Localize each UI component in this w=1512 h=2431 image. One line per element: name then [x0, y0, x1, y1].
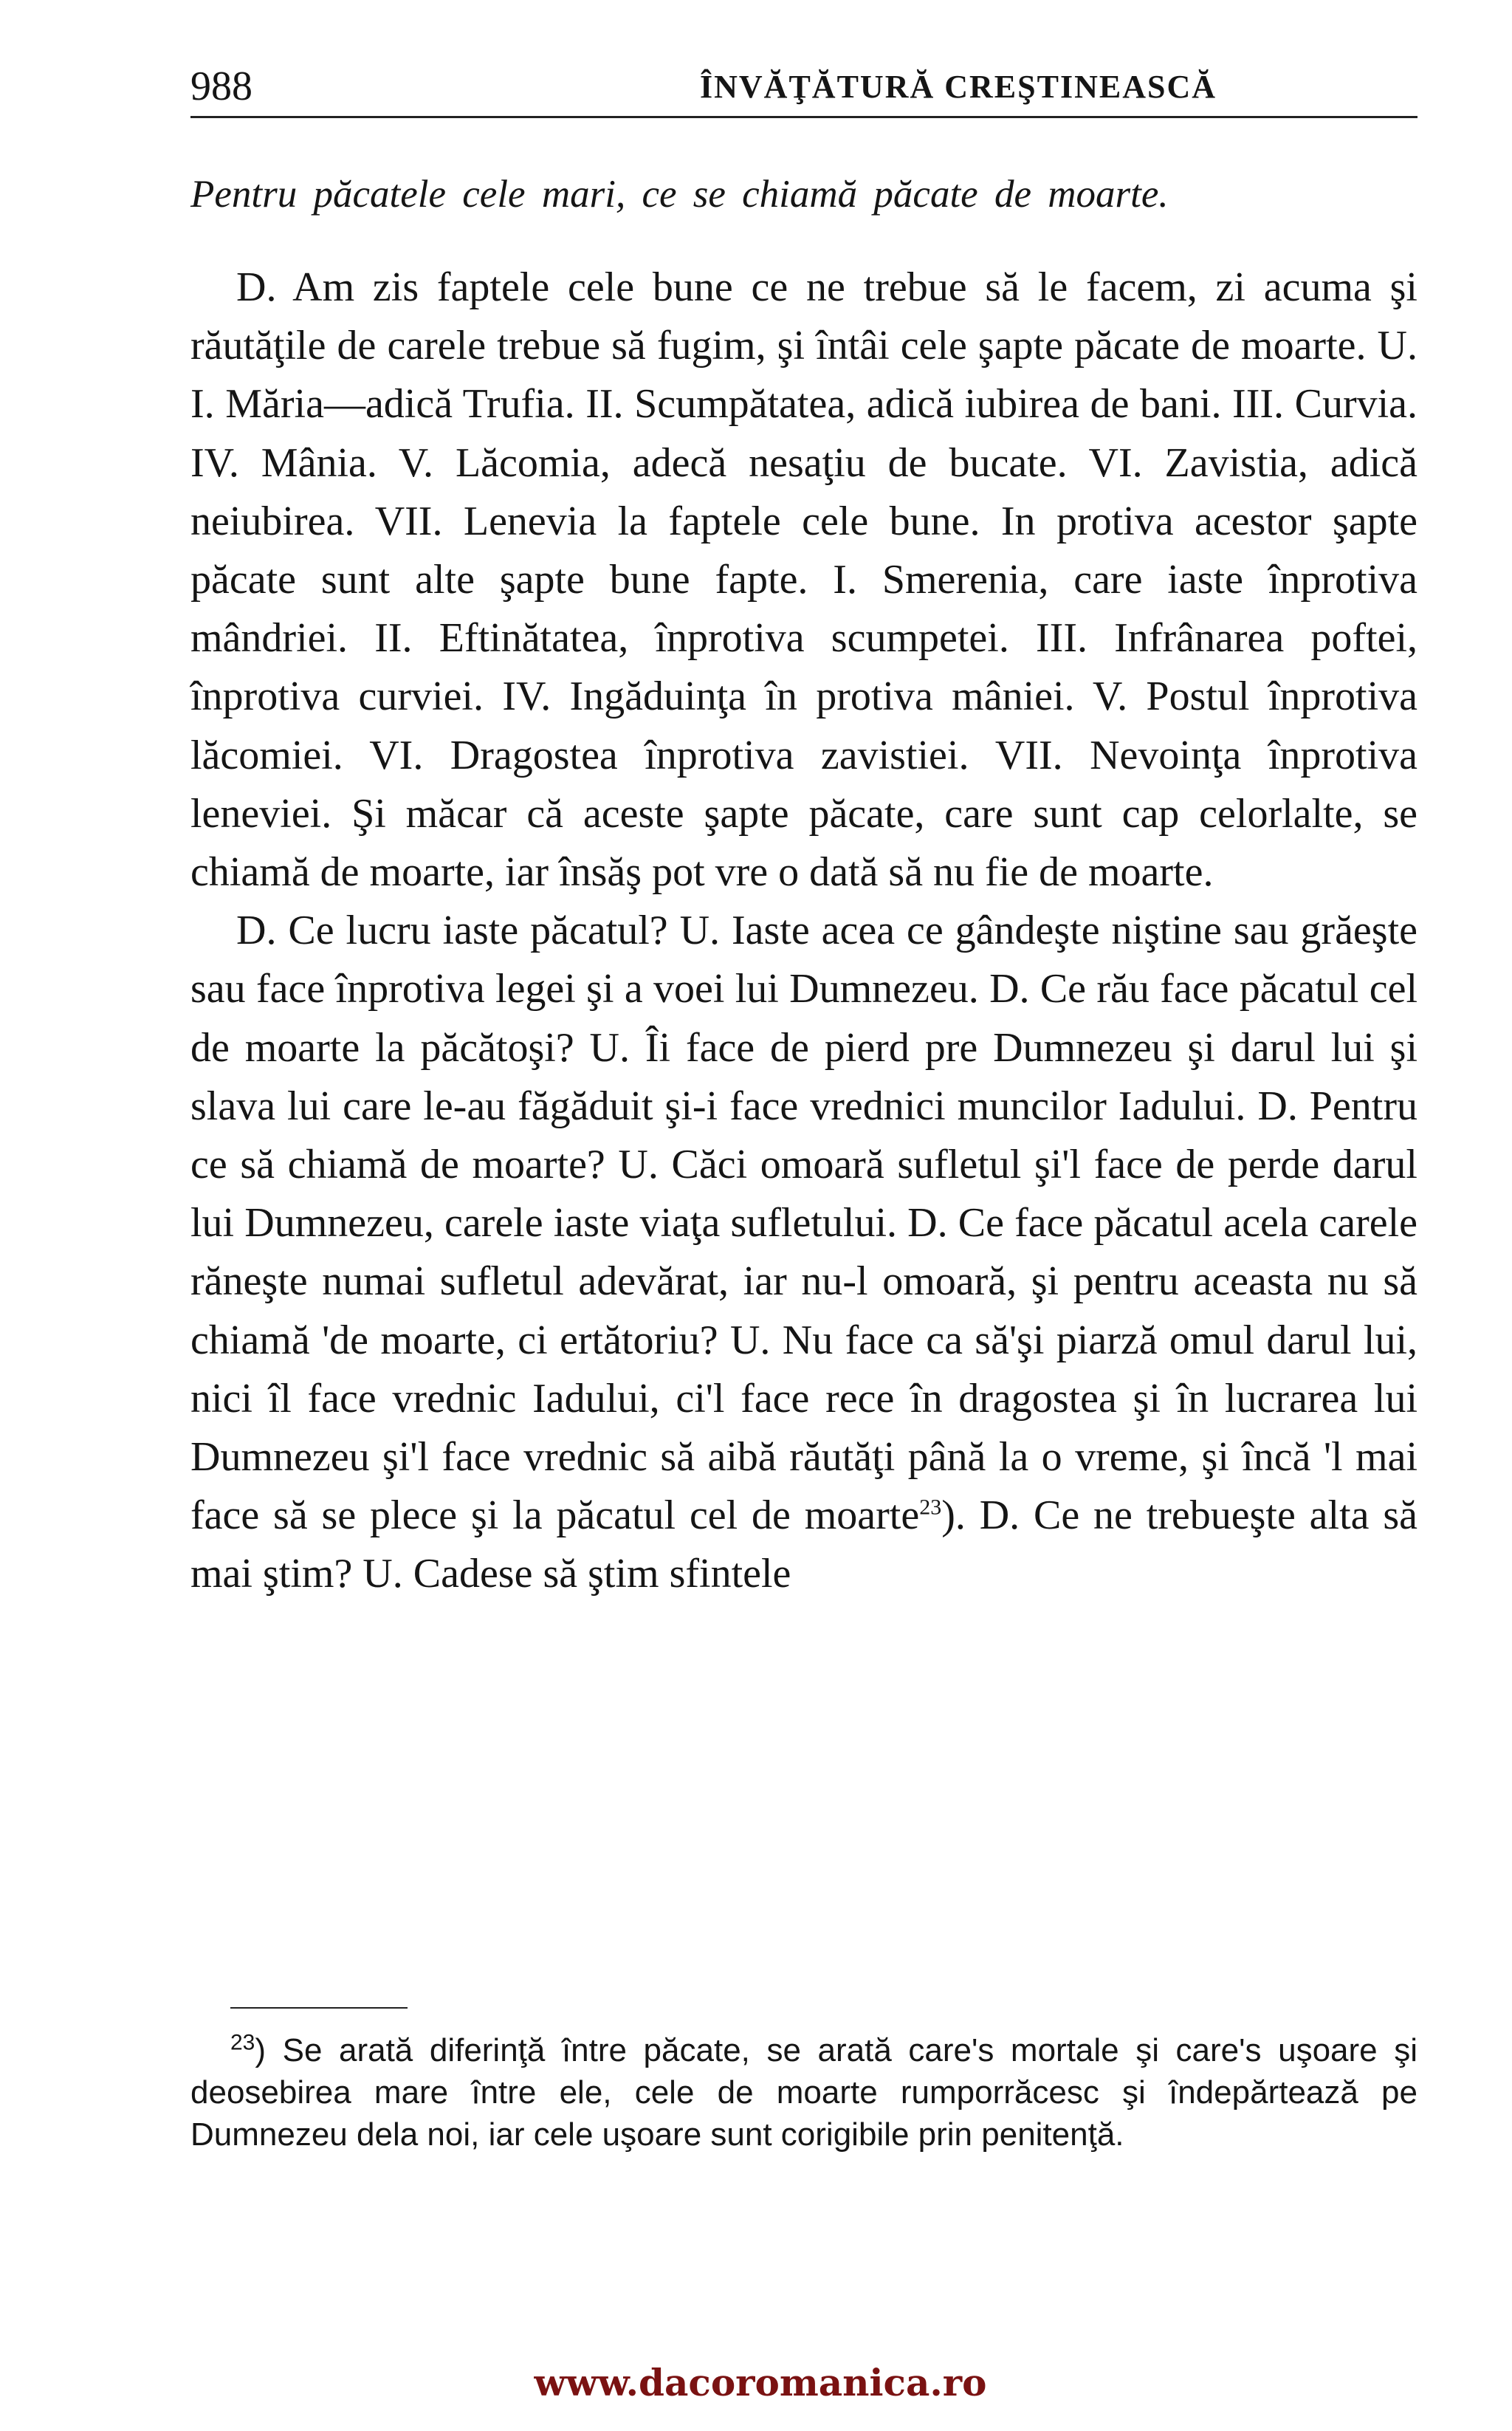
- running-title: ÎNVĂŢĂTURĂ CREŞTINEASCĂ: [700, 69, 1217, 105]
- section-subtitle: Pentru păcatele cele mari, ce se chiamă păcate de moarte.: [190, 173, 1169, 216]
- page-number: 988: [190, 64, 252, 109]
- header-rule: [190, 116, 1418, 118]
- footnote: [190, 2029, 1418, 2156]
- footnote-text: ) Se arată diferinţă între păcate, se arată care's mortale şi care's uşoare şi deosebirea mare între ele, cele de moarte rumporrăcesc şi îndepărtează pe Dumnezeu dela noi, iar cele uşoare sunt corigibile prin penitenţă.: [190, 2032, 1418, 2153]
- body-text: [190, 258, 1418, 1604]
- paragraph-2: [190, 902, 1418, 1603]
- footnote-marker: 23: [230, 2030, 255, 2055]
- paragraph-2-tail: ). D. Ce ne trebueşte alta să mai ştim? U. Cadese să ştim sfintele: [190, 1492, 1418, 1597]
- paragraph-2-text: D. Ce lucru iaste păcatul? U. Iaste acea ce gândeşte niştine sau grăeşte sau face înprotiva legei şi a voei lui Dumnezeu. D. Ce rău face păcatul cel de moarte la păcătoşi? U. Îi face de pierd pre Dumnezeu şi darul lui şi slava lui care le-au făgăduit şi-i face vrednici muncilor Iadului. D. Pentru ce să chiamă de moarte? U. Căci omoară sufletul şi'l face de perde darul lui Dumnezeu, carele iaste viaţa sufletului. D. Ce face păcatul acela carele răneşte numai sufletul adevărat, iar nu-l omoară, şi pentru aceasta nu să chiamă 'de moarte, ci ertătoriu? U. Nu face ca să'şi piarză omul darul lui, nici îl face vrednic Iadului, ci'l face rece în dragostea şi în lucrarea lui Dumnezeu şi'l face vrednic să aibă răutăţi până la o vreme, şi încă 'l mai face să se plece şi la păcatul cel de moarte: [190, 908, 1418, 1539]
- footnote-rule: [230, 2007, 408, 2009]
- page-header: [190, 61, 1418, 112]
- watermark-link[interactable]: www.dacoromanica.ro: [534, 2361, 987, 2404]
- paragraph-1: D. Am zis faptele cele bune ce ne trebue să le facem, zi acuma şi răutăţile de carele trebue să fugim, şi întâi cele şapte păcate de moarte. U. I. Măria—adică Trufia. II. Scumpătatea, adică iubirea de bani. III. Curvia. IV. Mânia. V. Lăcomia, adecă nesaţiu de bucate. VI. Zavistia, adică neiubirea. VII. Lenevia la faptele cele bune. In protiva acestor şapte păcate sunt alte şapte bune fapte. I. Smerenia, care iaste înprotiva mândriei. II. Eftinătatea, înprotiva scumpetei. III. Infrânarea poftei, înprotiva curviei. IV. Ingăduinţa în protiva mâniei. V. Postul înprotiva lăcomiei. VI. Dragostea înprotiva zavistiei. VII. Nevoinţa înprotiva leneviei. Şi măcar că aceste şapte păcate, care sunt cap celorlalte, se chiamă de moarte, iar însăş pot vre o dată să nu fie de moarte.: [190, 264, 1418, 896]
- footnote-reference: 23: [919, 1495, 942, 1520]
